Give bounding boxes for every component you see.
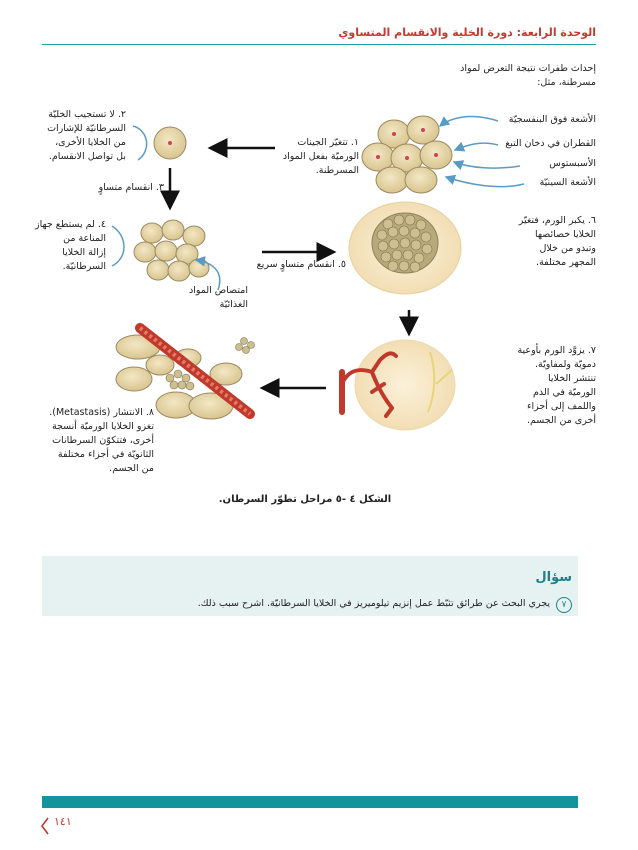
step-3-text (76, 181, 164, 195)
step-2-line: بل تواصل الانقسام. (48, 151, 126, 162)
step-7-line: دمويّة ولمفاويّة. (534, 359, 596, 370)
question-title: سؤال (535, 570, 572, 585)
bracket-2 (133, 126, 147, 160)
step-7-line: الورميّة في الدم (533, 387, 596, 398)
step-2-line: السرطانيّة للإشارات (47, 123, 126, 134)
vascularized-tumor (342, 340, 455, 430)
step-7-text (488, 344, 596, 428)
step-4-text (34, 218, 106, 274)
carcinogen-tar: القطران في دخان التبغ (505, 138, 596, 149)
step-7-line: ٧. يزوَّد الورم بأوعية (517, 345, 596, 356)
absorption-line: امتصاص المواد (188, 285, 248, 296)
step-8-line: الثانويّة في أجزاء مختلفة (57, 449, 154, 460)
step-8-line: تغزو الخلايا الورميّة أنسجة (51, 421, 154, 432)
step-8-line: من الجسم. (109, 463, 154, 474)
step-4-line: المناعة من (63, 233, 106, 244)
step-7-line: تنتشر الخلايا (548, 373, 596, 384)
step-1-text (277, 136, 359, 178)
arrow-asbestos (454, 162, 520, 168)
absorption-line: الغذائيّة (219, 299, 248, 310)
intro-line: إحداث طفرات نتيجة التعرض لمواد (460, 63, 596, 74)
step-6-line: ٦. يكبر الورم، فتغيّر (518, 215, 596, 226)
carcinogen-xray: الأشعة السينيّة (539, 177, 596, 188)
tumor-mass (349, 202, 461, 294)
step-7-line: واللمف إلى أجزاء (527, 401, 596, 412)
step-2-line: ٢. لا تستجيب الخليّة (48, 109, 126, 120)
step-5-text (234, 258, 346, 272)
absorption-label (170, 284, 248, 312)
bracket-4 (112, 226, 124, 266)
unit-title: الوحدة الرابعة: دورة الخلية والانقسام المتساوي (338, 26, 596, 39)
step-1-line: ١. تتغيّر الجينات (297, 137, 359, 148)
footer-bar (42, 796, 578, 808)
carcinogen-asbestos: الأسبستوس (549, 158, 596, 169)
step-1-line: الورميّة بفعل المواد (282, 151, 359, 162)
step-8-line: ٨. الانتشار (Metastasis). (49, 407, 154, 418)
page-number: ١٤١ (54, 815, 72, 828)
step-2-line: من الخلايا الأخرى، (55, 137, 126, 148)
step-6-text (492, 214, 596, 270)
normal-cell-cluster (362, 116, 452, 193)
figure-caption: الشكل ٤ -٥ مراحل تطوّر السرطان. (218, 494, 392, 505)
step-8-text (18, 406, 154, 476)
step-5-line: ٥. انقسام متساوٍ سريع (256, 259, 346, 270)
arrow-uv (440, 117, 498, 126)
step-4-line: السرطانيّة. (62, 261, 106, 272)
question-number-badge: ٧ (556, 597, 572, 613)
step-8-line: أخرى، فتتكوّن السرطانات (52, 435, 154, 446)
step-1-line: المسرطنة. (315, 165, 359, 176)
step-7-line: أخرى من الجسم. (526, 415, 596, 426)
question-text: يجري البحث عن طرائق تثبّط عمل إنزيم تيلوميريز في الخلايا السرطانيّة. اشرح سبب ذلك. (197, 598, 550, 609)
step-6-line: وتبدو من خلال (539, 243, 596, 254)
arrow-xray (446, 177, 524, 187)
step-2-text (26, 108, 126, 164)
dividing-cell-cluster (134, 220, 209, 281)
carcinogen-uv: الأشعة فوق البنفسجيّة (508, 114, 596, 125)
arrow-tar (455, 143, 498, 150)
step-6-line: الخلايا خصائصها (534, 229, 596, 240)
step-4-line: إزالة الخلايا (62, 247, 106, 258)
intro-line: مسرطنة، مثل: (537, 77, 596, 88)
step-3-line: ٣. انقسام متساوٍ (98, 182, 164, 193)
mutated-cell (154, 127, 186, 159)
step-4-line: ٤. لم يستطع جهاز (35, 219, 106, 230)
step-6-line: المجهر مختلفة. (536, 257, 596, 268)
